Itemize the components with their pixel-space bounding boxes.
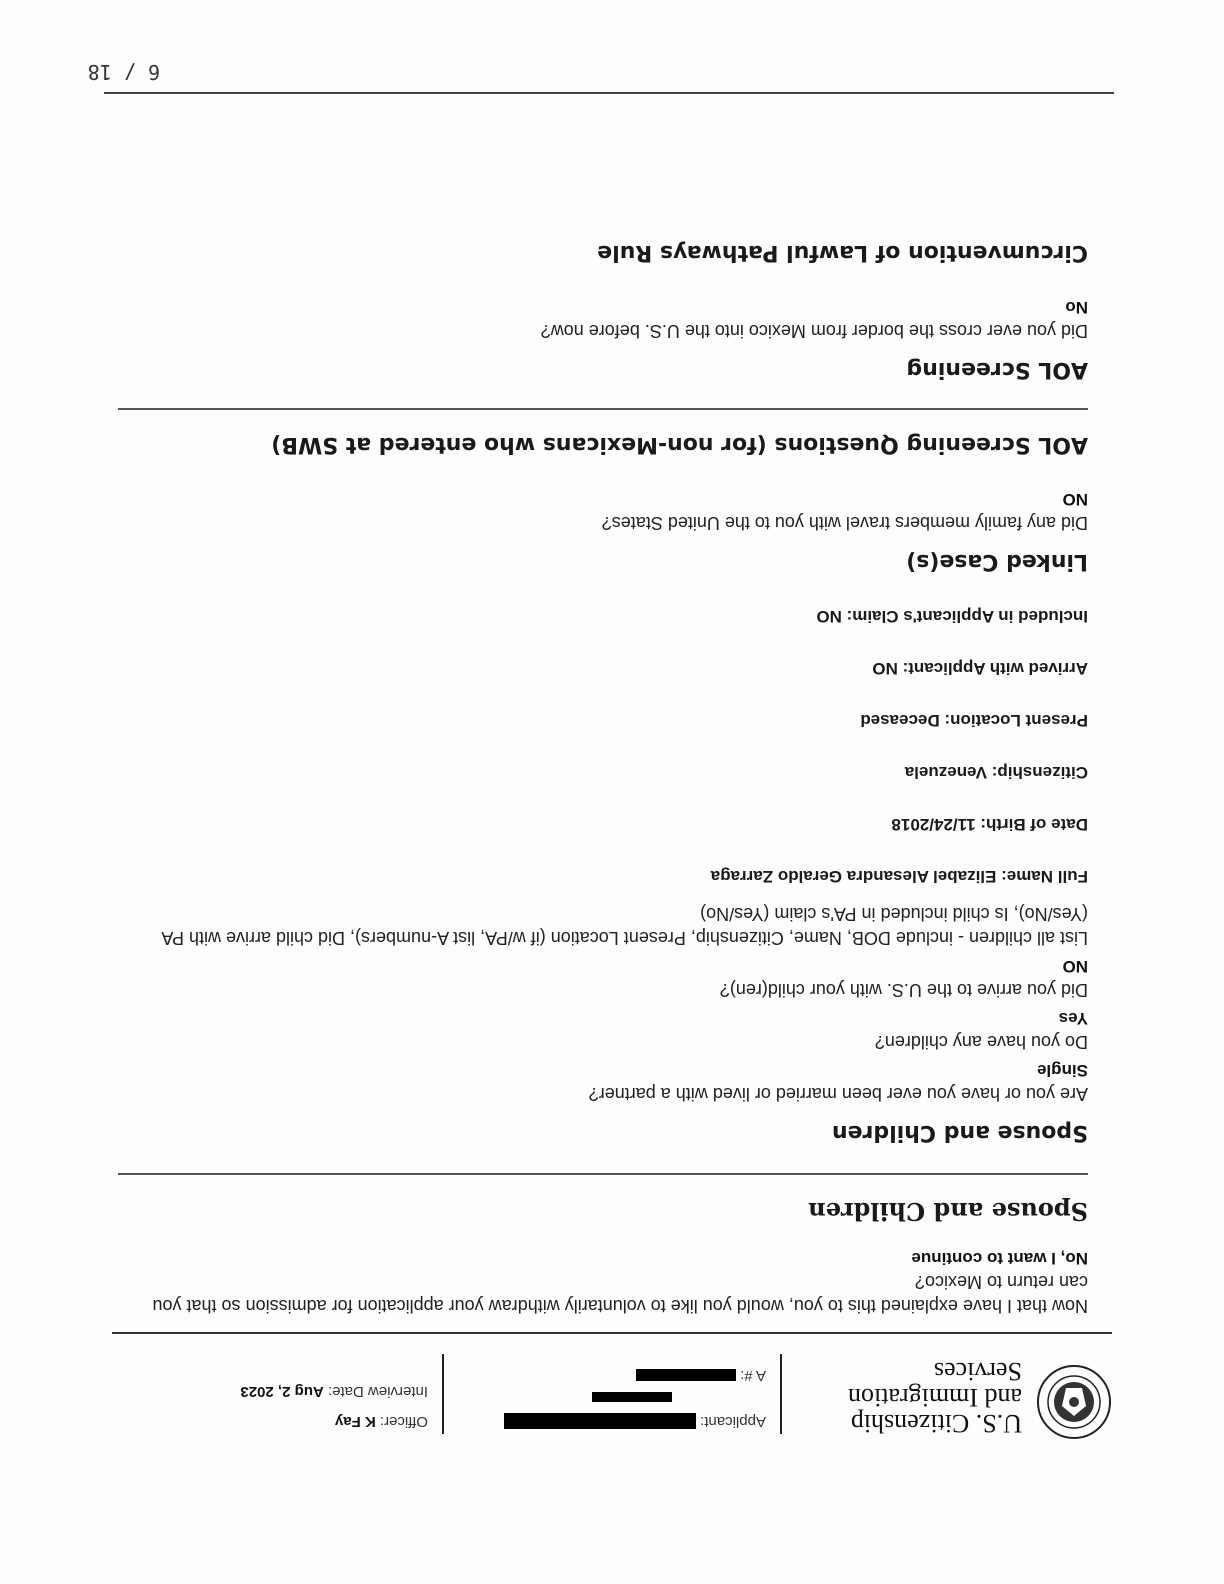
married-qa: [128, 1058, 1088, 1106]
header-rule: [112, 1332, 1112, 1334]
header-divider-1: [780, 1354, 782, 1434]
aol-subsection-title: AOL Screening: [906, 357, 1088, 382]
aol-rule: [118, 408, 1088, 410]
agency-name: U.S. Citizenship and Immigration Services: [847, 1357, 1022, 1438]
header-divider-2: [442, 1354, 444, 1434]
child-record: [128, 604, 1088, 888]
children-question: Do you have any children?: [874, 1032, 1088, 1052]
redaction-bar: [592, 1392, 672, 1402]
arrive-children-question: Did you arrive to the U.S. with your child(ren)?: [719, 980, 1088, 1000]
linked-cases-question: Did any family members travel with you to the United States?: [601, 513, 1088, 533]
page-header: [112, 1344, 1112, 1444]
aol-question: Did you ever cross the border from Mexico into the U.S. before now?: [540, 321, 1088, 341]
circumvention-title: Circumvention of Lawful Pathways Rule: [597, 240, 1088, 265]
withdrawal-question: Now that I have explained this to you, would you like to voluntarily withdraw your application for admission so that you can return to Mexico?: [152, 1272, 1088, 1316]
linked-cases-section: [128, 487, 1088, 574]
withdrawal-block: [128, 1246, 1088, 1318]
withdrawal-answer: No, I want to continue: [911, 1249, 1088, 1268]
child-present-location: Present Location: Deceased: [860, 711, 1088, 730]
children-qa: [128, 1006, 1088, 1054]
circumvention-section: [128, 240, 1088, 265]
page-number: 6 / 18: [87, 60, 160, 84]
aol-section: [128, 295, 1088, 457]
document-body: [128, 240, 1088, 1322]
dhs-seal-icon: [1036, 1364, 1112, 1440]
child-citizenship: Citizenship: Venezuela: [904, 763, 1088, 782]
arrive-children-answer: NO: [1062, 957, 1088, 976]
footer-rule: [104, 92, 1114, 94]
subsection-title-spouse-children: Spouse and Children: [831, 1120, 1088, 1145]
linked-cases-title: Linked Case(s): [906, 549, 1088, 574]
linked-cases-answer: NO: [1062, 490, 1088, 509]
applicant-redaction: [504, 1413, 696, 1429]
officer-field: Officer: K Fay: [334, 1413, 428, 1430]
interview-date-field: Interview Date: Aug 2, 2023: [240, 1383, 428, 1400]
section-title-spouse-children: Spouse and Children: [808, 1197, 1088, 1226]
child-arrived-with: Arrived with Applicant: NO: [872, 659, 1088, 678]
applicant-field: Applicant:: [504, 1413, 766, 1430]
section-rule: [118, 1173, 1088, 1175]
linked-cases-qa: [128, 487, 1088, 535]
arrive-children-qa: [128, 954, 1088, 1002]
aol-qa: [128, 295, 1088, 343]
aol-section-title: AOL Screening Questions (for non-Mexicans who entered at SWB): [271, 432, 1088, 457]
child-full-name: Full Name: Elizabel Alesandra Geraldo Zarraga: [710, 867, 1088, 886]
child-included-claim: Included in Applicant's Claim: NO: [816, 607, 1088, 626]
anumber-redaction: [636, 1369, 736, 1381]
children-list-instruction: List all children - include DOB, Name, Citizenship, Present Location (if w/PA, list A-numbers), Did child arrive with PA (Yes/No), Is child included in PA's claim (Yes/No): [162, 904, 1088, 948]
married-answer: Single: [1036, 1061, 1088, 1080]
spouse-children-section: [128, 604, 1088, 1226]
married-question: Are you or have you ever been married or lived with a partner?: [588, 1084, 1088, 1104]
children-answer: Yes: [1058, 1009, 1088, 1028]
child-dob: Date of Birth: 11/24/2018: [891, 815, 1088, 834]
anumber-field: A #:: [636, 1367, 766, 1384]
aol-answer: No: [1065, 298, 1088, 317]
